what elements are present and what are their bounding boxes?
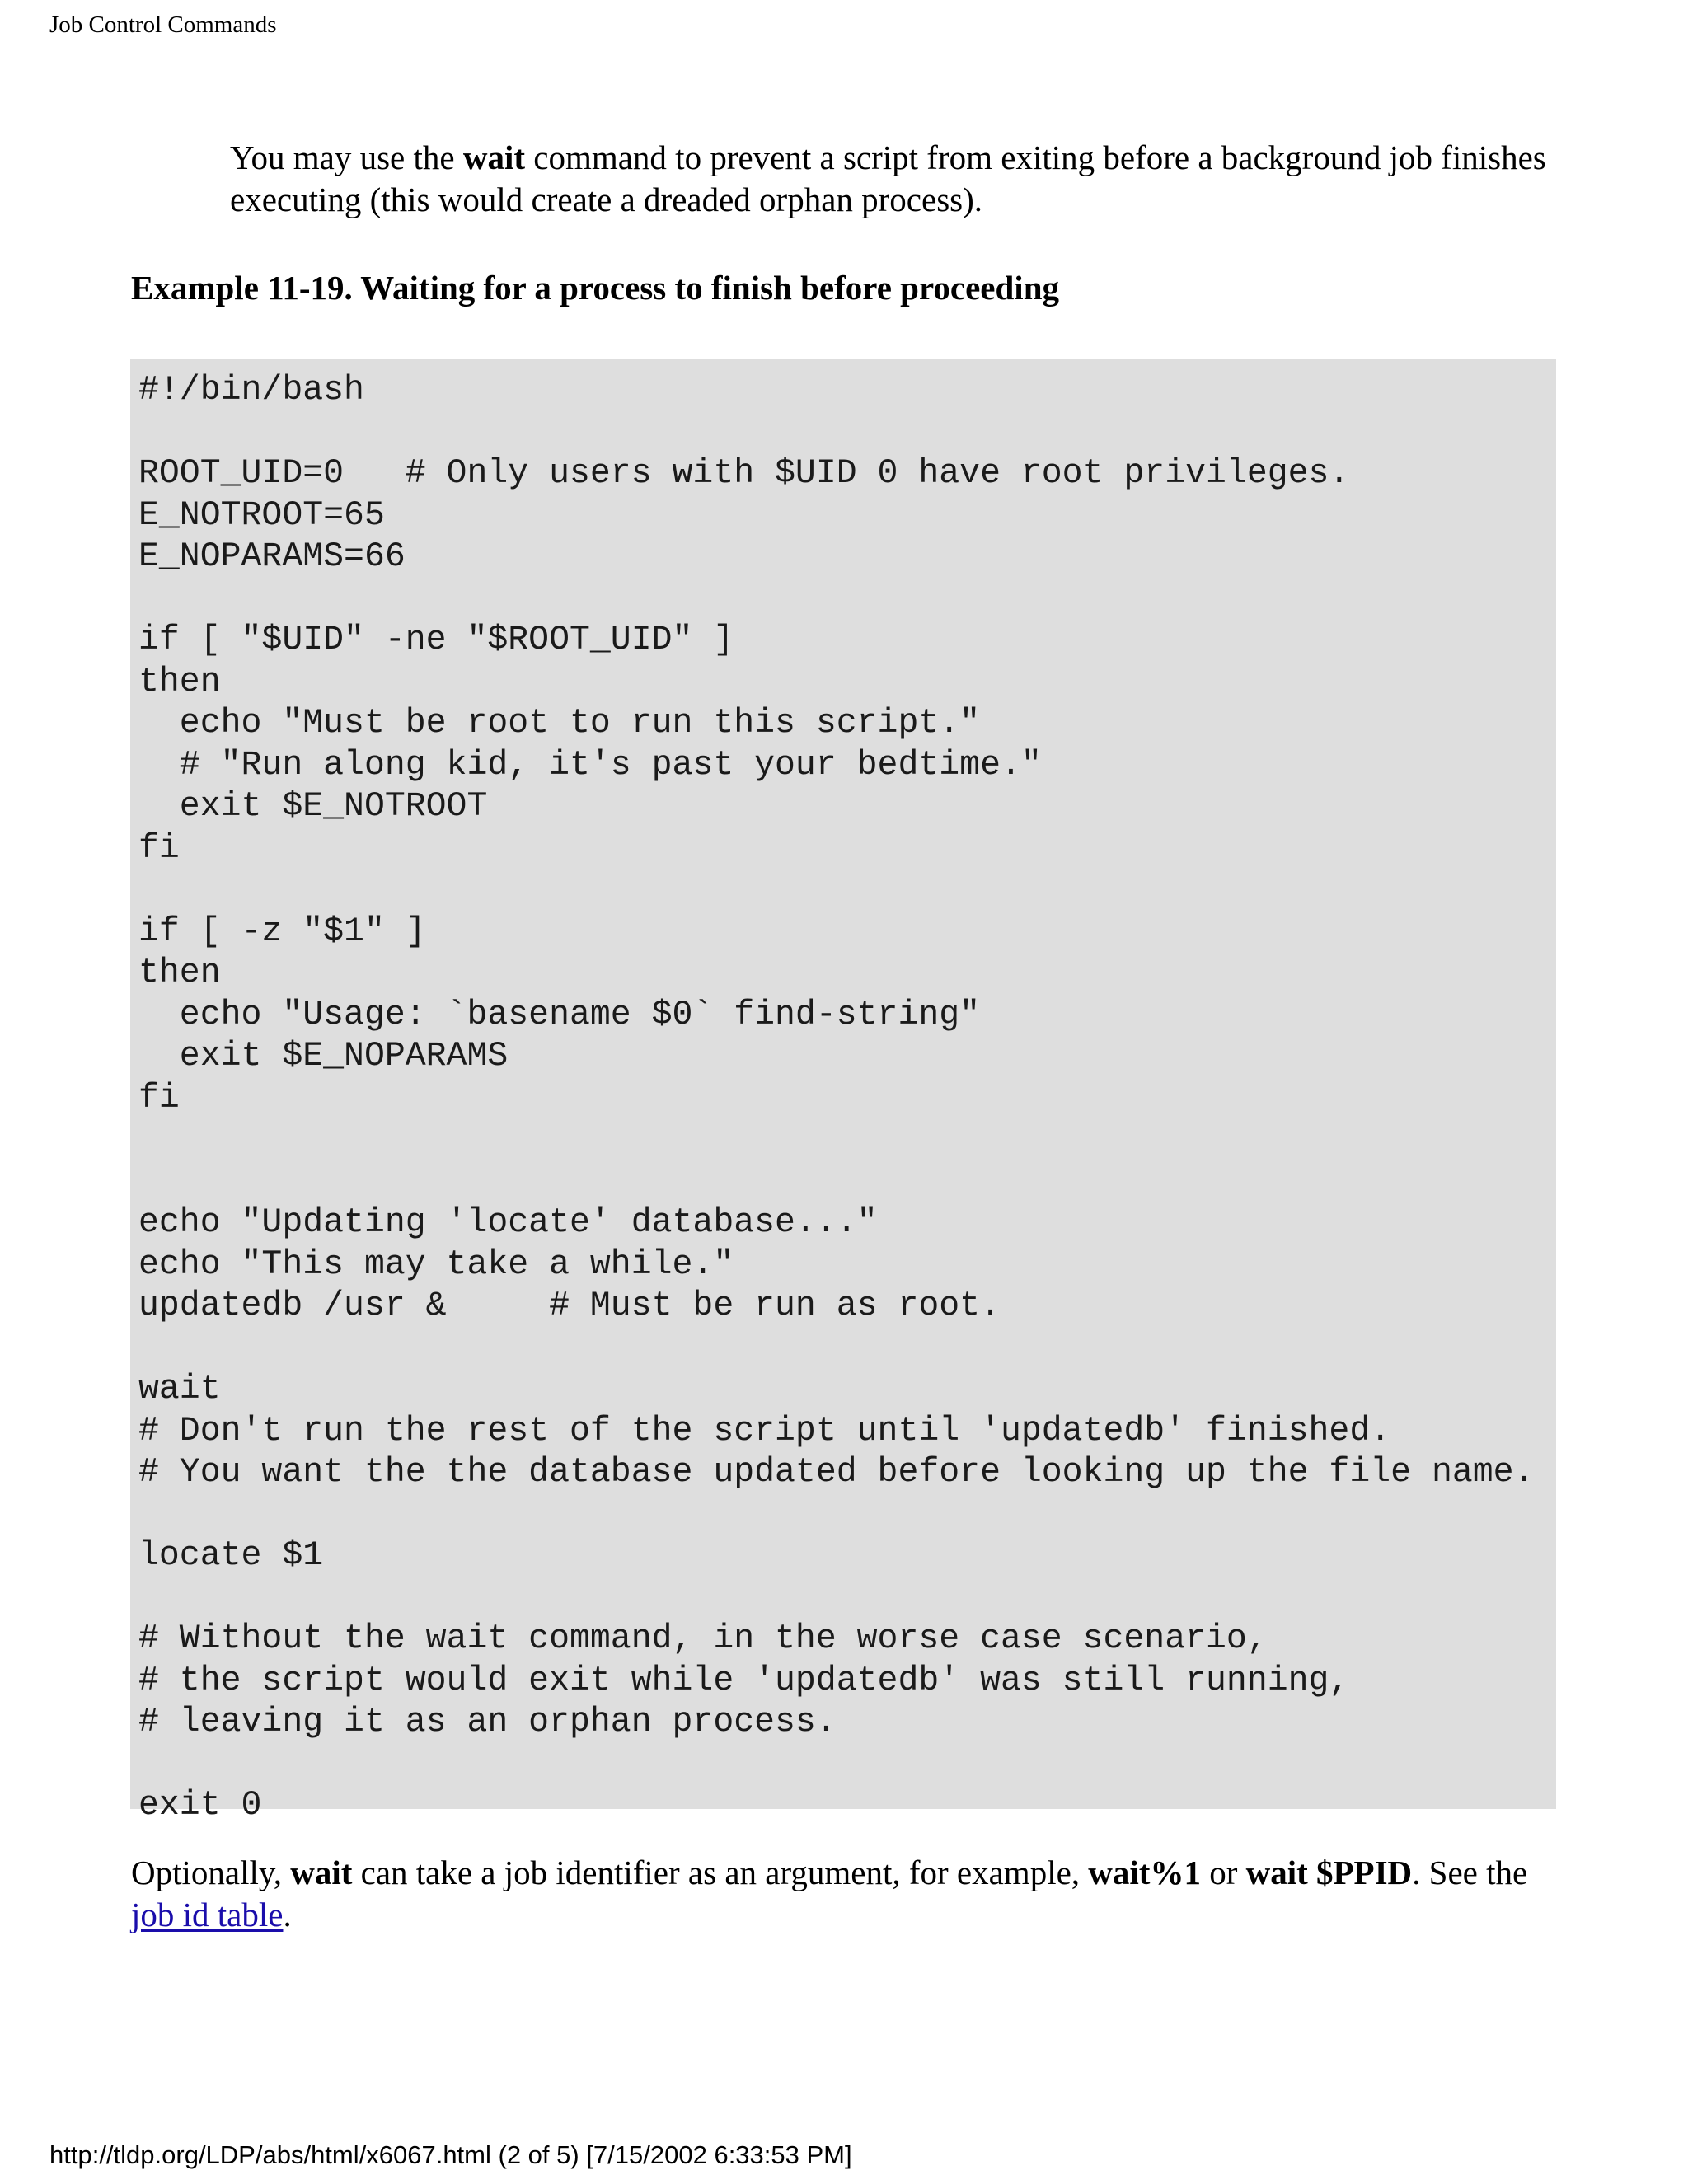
outro-wait-command: wait (290, 1854, 353, 1891)
outro-text-2: can take a job identifier as an argument, for example, (352, 1854, 1089, 1891)
outro-wait-job-example: wait%1 (1088, 1854, 1201, 1891)
outro-text-5: . (283, 1896, 292, 1933)
page-header-title: Job Control Commands (49, 12, 277, 38)
intro-text-after: command to prevent a script from exiting before a background job finishes executing (this would create a dreaded orphan process). (230, 138, 1546, 218)
intro-text-before: You may use the (230, 138, 463, 176)
outro-paragraph (131, 1852, 1565, 1936)
code-block (130, 359, 1556, 1825)
outro-text-4: . See the (1412, 1854, 1528, 1891)
intro-paragraph (230, 137, 1664, 221)
intro-wait-command: wait (462, 138, 525, 176)
outro-text-3: or (1200, 1854, 1246, 1891)
outro-text-1: Optionally, (131, 1854, 291, 1891)
code-listing: #!/bin/bash ROOT_UID=0 # Only users with $UID 0 have root privileges. E_NOTROOT=65 E_NOPARAMS=66 if [ "$UID" -ne "$ROOT_UID" ] then echo "Must be root to run this script." # "Run along kid, it's past your bedtime." exit $E_NOTROOT fi if [ -z "$1" ] then echo "Usage: `basename $0` find-string" exit $E_NOPARAMS fi echo "Updating 'locate' database..." echo "This may take a while." updatedb /usr & # Must be run as root. wait # Don't run the rest of the script until 'updatedb' finished. # You want the the database updated before looking up the file name. locate $1 # Without the wait command, in the worse case scenario, # the script would exit while 'updatedb' was still running, # leaving it as an orphan process. exit 0 (138, 371, 1535, 1825)
outro-wait-ppid-example: wait $PPID (1245, 1854, 1413, 1891)
example-title: Example 11-19. Waiting for a process to finish before proceeding (131, 269, 1059, 307)
page-footer-url: http://tldp.org/LDP/abs/html/x6067.html (2 of 5) [7/15/2002 6:33:53 PM] (49, 2140, 852, 2169)
job-id-table-link[interactable]: job id table (131, 1896, 284, 1933)
